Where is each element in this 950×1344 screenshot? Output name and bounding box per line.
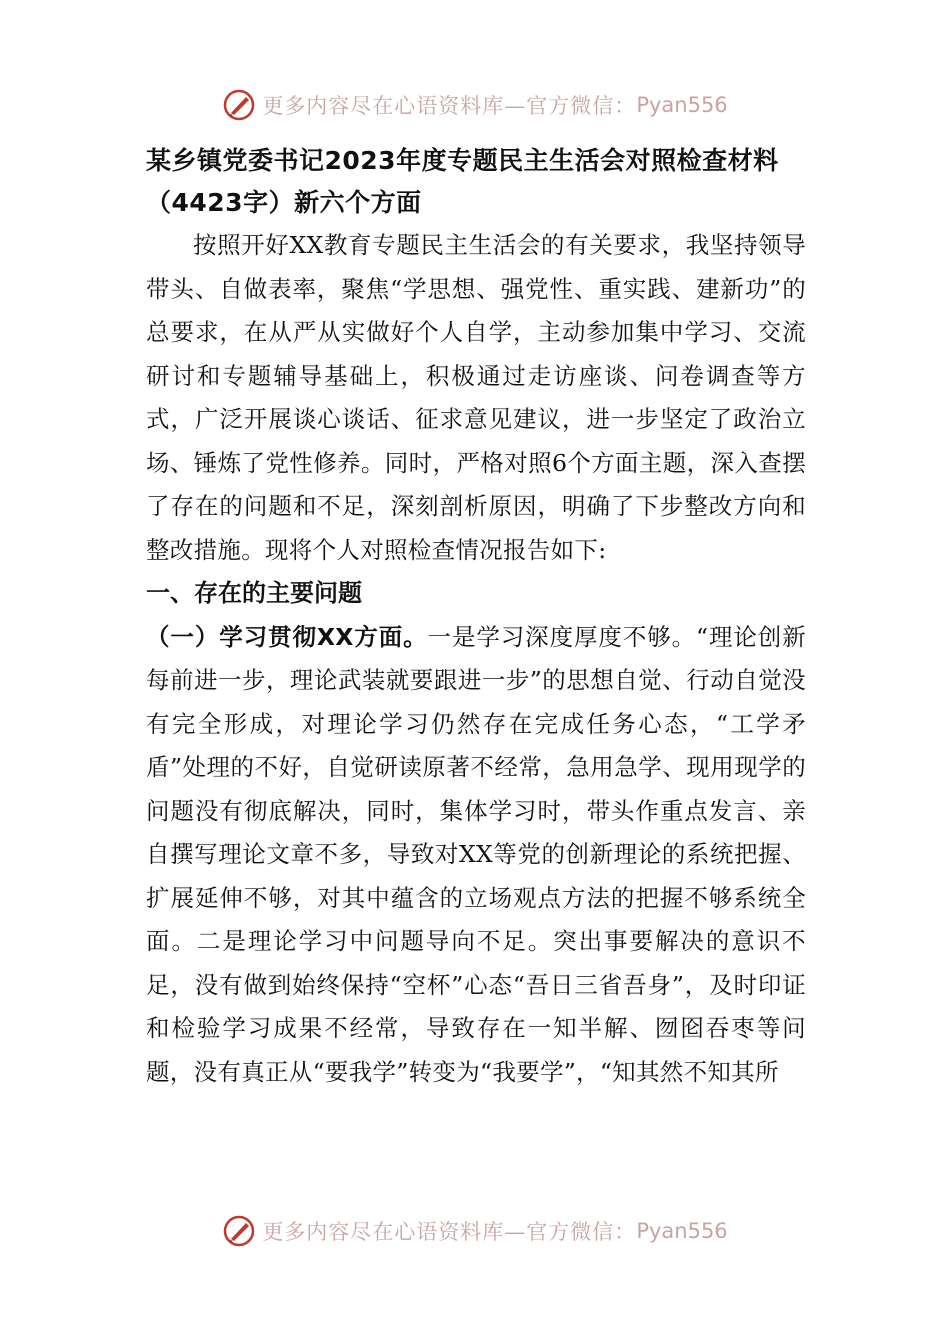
header-watermark-banner bbox=[0, 80, 950, 130]
header-banner-text: 更多内容尽在心语资料库—官方微信： bbox=[262, 94, 637, 118]
subsection-body: 一是学习深度厚度不够。“理论创新每前进一步，理论武装就要跟进一步”的思想自觉、行动自觉没有完全形成，对理论学习仍然存在完成任务心态，“工学矛盾”处理的不好，自觉研读原著不经常，急用急学、现用现学的问题没有彻底解决，同时，集体学习时，带头作重点发言、亲自撰写理论文章不多，导致对XX等党的创新理论的系统把握、扩展延伸不够，对其中蕴含的立场观点方法的把握不够系统全面。二是理论学习中问题导向不足。突出事要解决的意识不足，没有做到始终保持“空杯”心态“吾日三省吾身”，及时印证和检验学习成果不经常，导致存在一知半解、囫囵吞枣等问题，没有真正从“要我学”转变为“我要学”，“知其然不知其所 bbox=[146, 622, 806, 1086]
footer-watermark-banner bbox=[0, 1206, 950, 1256]
footer-banner-code: Pyan556 bbox=[636, 1219, 728, 1243]
subsection-paragraph-1 bbox=[146, 616, 806, 1095]
subsection-lead: （一）学习贯彻XX方面。 bbox=[146, 622, 428, 651]
intro-paragraph: 按照开好XX教育专题民主生活会的有关要求，我坚持领导带头、自做表率，聚焦“学思想、强党性、重实践、建新功”的总要求，在从严从实做好个人自学，主动参加集中学习、交流研讨和专题辅导基础上，积极通过走访座谈、问卷调查等方式，广泛开展谈心谈话、征求意见建议，进一步坚定了政治立场、锤炼了党性修养。同时，严格对照6个方面主题，深入查摆了存在的问题和不足，深刻剖析原因，明确了下步整改方向和整改措施。现将个人对照检查情况报告如下: bbox=[146, 231, 806, 564]
document-title: 某乡镇党委书记2023年度专题民主生活会对照检查材料（4423字）新六个方面 bbox=[146, 146, 779, 217]
footer-banner-text: 更多内容尽在心语资料库—官方微信： bbox=[262, 1220, 637, 1244]
pen-logo-icon bbox=[222, 1214, 256, 1248]
document-body bbox=[146, 140, 806, 1094]
section-heading-1: 一、存在的主要问题 bbox=[146, 579, 362, 607]
pen-logo-icon bbox=[222, 88, 256, 122]
header-banner-code: Pyan556 bbox=[636, 93, 728, 117]
